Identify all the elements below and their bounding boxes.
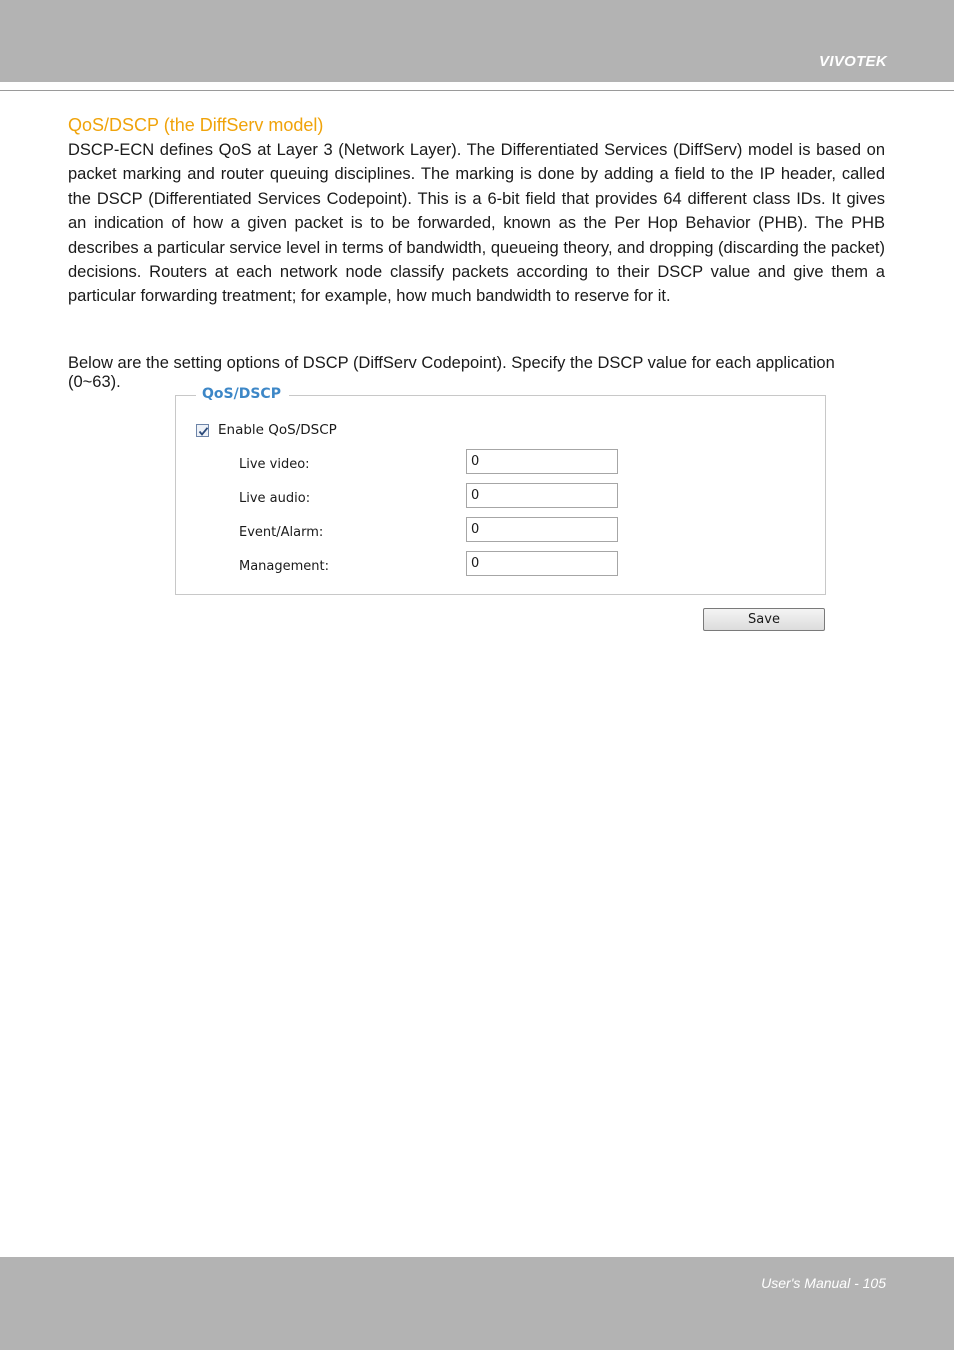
live-audio-label: Live audio:: [239, 491, 311, 506]
management-input[interactable]: 0: [466, 551, 618, 576]
event-alarm-input[interactable]: 0: [466, 517, 618, 542]
checkmark-icon: [197, 425, 210, 438]
enable-qos-dscp-label: Enable QoS/DSCP: [218, 422, 337, 438]
live-audio-input[interactable]: 0: [466, 483, 618, 508]
enable-qos-dscp-checkbox[interactable]: [196, 424, 209, 437]
management-label: Management:: [239, 559, 330, 574]
brand-logo-text: VIVOTEK: [819, 53, 887, 70]
header-band: [0, 0, 954, 82]
footer-band: [0, 1257, 954, 1350]
enable-qos-dscp-row[interactable]: [196, 422, 337, 438]
intro-paragraph: DSCP-ECN defines QoS at Layer 3 (Network Layer). The Differentiated Services (DiffServ) model is based on packet marking and router queuing disciplines. The marking is done by adding a field to the IP header, called the DSCP (Differentiated Services Codepoint). This is a 6-bit field that provides 64 different class IDs. It gives an indication of how a given packet is to be forwarded, known as the Per Hop Behavior (PHB). The PHB describes a particular service level in terms of bandwidth, queueing theory, and dropping (discarding the packet) decisions. Routers at each network node classify packets according to their DSCP value and give them a particular forwarding treatment; for example, how much bandwidth to reserve for it.: [68, 141, 885, 306]
event-alarm-label: Event/Alarm:: [239, 525, 324, 540]
qos-dscp-legend: QoS/DSCP: [196, 386, 289, 402]
save-button[interactable]: Save: [703, 608, 825, 631]
live-video-label: Live video:: [239, 457, 310, 472]
setting-options-paragraph: Below are the setting options of DSCP (DiffServ Codepoint). Specify the DSCP value for each application (0~63).: [68, 354, 835, 391]
page-number-footer: User's Manual - 105: [761, 1275, 886, 1291]
live-video-input[interactable]: 0: [466, 449, 618, 474]
header-divider: [0, 90, 954, 91]
section-title: QoS/DSCP (the DiffServ model): [68, 115, 324, 135]
